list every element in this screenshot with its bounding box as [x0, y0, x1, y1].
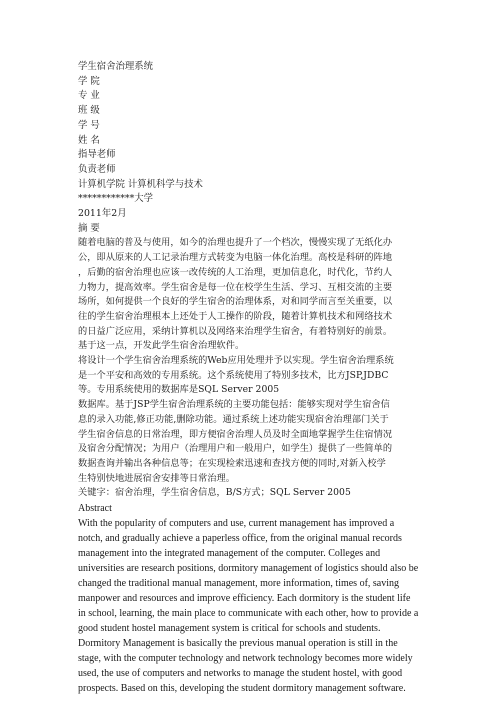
abstract-cn-line: 场所，如何提供一个良好的学生宿舍的治理体系，对和同学而言至关重要，以 [78, 296, 393, 308]
abstract-cn-line: 学生宿舍信息的日常治理，即方便宿舍治理人员及时全面地掌握学生住宿情况 [78, 428, 393, 440]
abstract-cn-line: 是一个平安和高效的专用系统。这个系统使用了特别多技术，比方JSP,JDBC [78, 369, 389, 381]
field-advisor: 指导老师 [78, 149, 116, 161]
abstract-en-line: With the popularity of computers and use, current management has improved a [78, 518, 395, 530]
abstract-cn-line: 数据查询并输出各种信息等；在实现检索迅速和查找方便的同时,对新入校学 [78, 457, 386, 469]
abstract-cn-line: 随着电脑的普及与使用，如今的治理也提升了一个档次，慢慢实现了无纸化办 [78, 237, 393, 249]
abstract-cn-line: 的日益广泛应用，采纳计算机以及网络来治理学生宿舍，有着特别好的前景。 [78, 325, 393, 337]
field-date: 2011年2月 [78, 208, 127, 220]
abstract-cn-line: 数据库。基于JSP学生宿舍治理系统的主要功能包括：能够实现对学生宿舍信 [78, 399, 390, 411]
abstract-en-line: notch, and gradually achieve a paperless office, from the original manual records [78, 533, 402, 545]
abstract-cn-line: 息的录入功能,修正功能,删除功能。通过系统上述功能实现宿舍治理部门关于 [78, 413, 389, 425]
abstract-en [78, 501, 436, 696]
abstract-cn-line: 及宿舍分配情况；为用户（治理用户和一般用户，如学生）提供了一些简单的 [78, 443, 393, 455]
abstract-en-line: management into the integrated management of the computer. Colleges and [78, 548, 381, 560]
field-class: 班级 [78, 105, 103, 117]
field-responsible-teacher: 负责老师 [78, 163, 116, 175]
document-content [78, 60, 436, 696]
abstract-en-line: Dormitory Management is basically the previous manual operation is still in the [78, 638, 398, 650]
abstract-cn-line: 力物力，提高效率。学生宿舍是每一位在校学生生活、学习、互相交流的主要 [78, 281, 393, 293]
field-university: ************大学 [78, 193, 154, 205]
field-major: 专业 [78, 90, 103, 102]
abstract-cn-line: 基于这一点，开发此学生宿舍治理软件。 [78, 340, 245, 352]
abstract-en-line: in school, learning, the main place to communicate with each other, how to provide a [78, 608, 419, 620]
abstract-cn-line: 等。专用系统使用的数据库是SQL Server 2005 [78, 384, 280, 396]
abstract-en-line: used, the use of computers and networks to manage the student hostel, with good [78, 668, 403, 680]
abstract-en-line: manpower and resources and improve efficiency. Each dormitory is the student life [78, 593, 411, 605]
field-student-id: 学号 [78, 119, 103, 131]
keywords-line: 关键字：宿舍治理，学生宿舍信息，B/S方式；SQL Server 2005 [78, 487, 351, 499]
field-department: 计算机学院 计算机科学与技术 [78, 178, 203, 190]
abstract-en-heading: Abstract [78, 503, 112, 515]
abstract-en-line: prospects. Based on this, developing the student dormitory management software. [78, 683, 406, 695]
abstract-cn-line: 公，即从原来的人工记录治理方式转变为电脑一体化治理。高校是科研的阵地 [78, 252, 393, 264]
abstract-en-line: good student hostel management system is critical for schools and students. [78, 623, 381, 635]
thesis-title: 学生宿舍治理系统 [78, 61, 154, 72]
field-college: 学院 [78, 75, 103, 87]
abstract-cn-line: 将设计一个学生宿舍治理系统的Web应用处理并予以实现。学生宿舍治理系统 [78, 355, 394, 367]
abstract-cn [78, 236, 436, 501]
abstract-cn-line: ，后勤的宿舍治理也应该一改传统的人工治理，更加信息化，时代化，节约人 [78, 266, 393, 278]
abstract-cn-line: 往的学生宿舍治理根本上还处于人工操作的阶段，随着计算机技术和网络技术 [78, 310, 393, 322]
abstract-cn-heading: 摘 要 [78, 222, 100, 234]
abstract-en-line: changed the traditional manual management, more information, times of, saving [78, 578, 400, 590]
field-name: 姓名 [78, 134, 103, 146]
abstract-cn-line: 生特别快地进展宿舍安排等日常治理。 [78, 472, 236, 484]
header-fields [78, 60, 436, 236]
abstract-en-line: universities are research positions, dormitory management of logistics should also be [78, 563, 419, 575]
abstract-en-line: stage, with the computer technology and network technology becomes more widely [78, 653, 413, 665]
